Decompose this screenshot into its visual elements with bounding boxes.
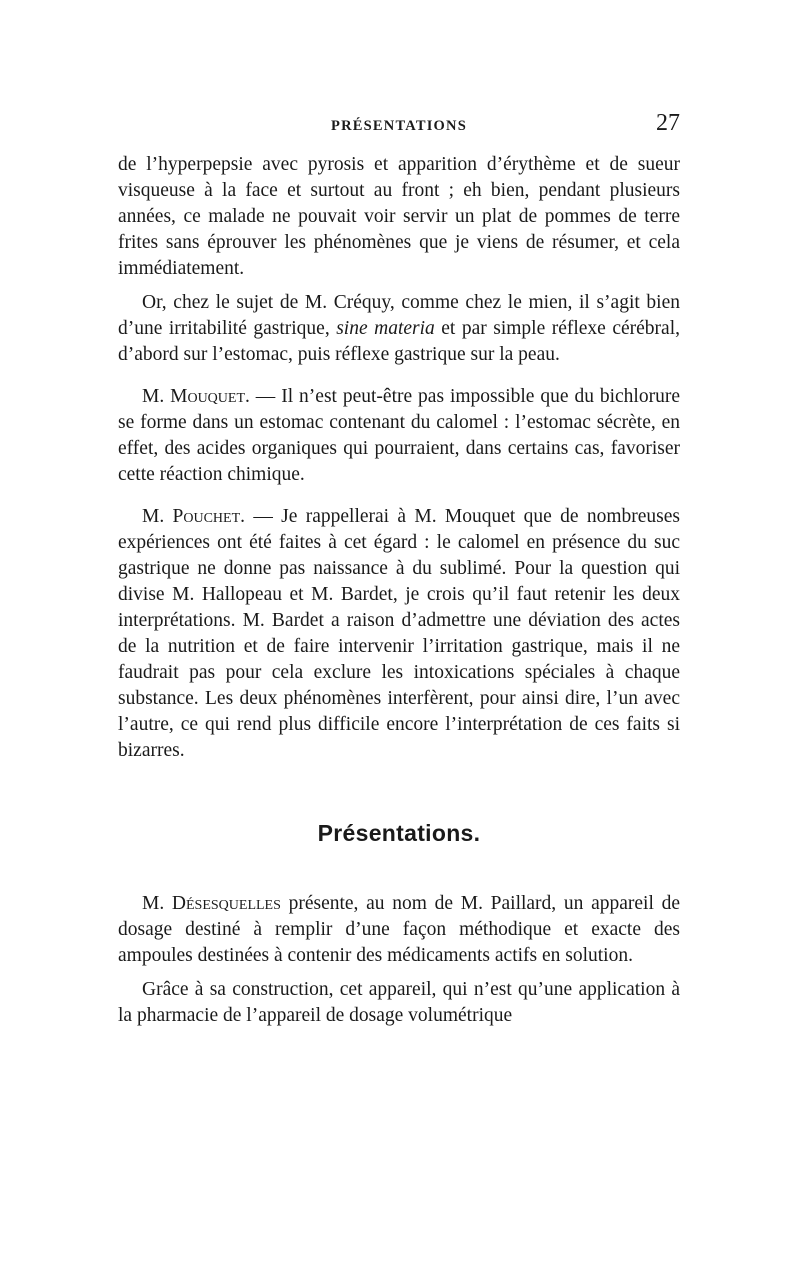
paragraph-pouchet — [118, 504, 680, 764]
running-header-title: PRÉSENTATIONS — [331, 118, 467, 134]
speaker-name: M. Pouchet. — [142, 506, 246, 527]
speaker-name: M. Mouquet. — [142, 386, 250, 407]
body-text — [118, 152, 680, 1029]
page-number: 27 — [656, 110, 680, 136]
running-header — [118, 108, 680, 148]
paragraph-text: présente, au nom de M. Paillard, un appareil de dosage destiné à remplir d’une façon méthodique et exacte des ampoules destinées à contenir des médicaments actifs en solution. — [118, 893, 680, 966]
paragraph-desesquelles — [118, 891, 680, 969]
paragraph-text: et par simple réflexe cérébral, d’abord sur l’estomac, puis réflexe gastrique sur la peau. — [118, 318, 680, 365]
section-heading: Présentations. — [317, 820, 481, 846]
speaker-name: M. Désesquelles — [142, 893, 281, 914]
paragraph-mouquet — [118, 384, 680, 488]
paragraph-text: — Je rappellerai à M. Mouquet que de nombreuses expériences ont été faites à cet égard : le calomel en présence du suc gastrique ne donne pas naissance à du sublimé. Pour la question qui divise M. Hallopeau et M. Bardet, je crois qu’il faut retenir les deux interprétations. M. Bardet a raison d’admettre une déviation des actes de la nutrition et de faire intervenir l’irritation gastrique, mais il ne faudrait pas pour cela exclure les intoxications spéciales à chaque substance. Les deux phénomènes interfèrent, pour ainsi dire, l’un avec l’autre, ce qui rend plus difficile encore l’interprétation de ces faits si bizarres. — [118, 506, 680, 761]
paragraph-text: Or, chez le sujet de M. Créquy, comme chez le mien, il s’agit bien d’une irritabilité gastrique, — [118, 292, 680, 339]
paragraph-text: — Il n’est peut-être pas impossible que du bichlorure se forme dans un estomac contenant du calomel : l’estomac sécrète, en effet, des acides organiques qui pourraient, dans certains cas, favoriser cette réaction chimique. — [118, 386, 680, 485]
latin-phrase: sine materia — [336, 318, 435, 339]
book-page — [118, 108, 680, 1037]
paragraph-crequy — [118, 290, 680, 368]
paragraph-continuation: de l’hyperpepsie avec pyrosis et apparition d’érythème et de sueur visqueuse à la face et surtout au front ; eh bien, pendant plusieurs années, ce malade ne pouvait voir servir un plat de pommes de terre frites sans éprouver les phénomènes que je viens de résumer, et cela immédiatement. — [118, 154, 680, 279]
paragraph-construction: Grâce à sa construction, cet appareil, qui n’est qu’une application à la pharmacie de l’appareil de dosage volumétrique — [118, 979, 680, 1026]
